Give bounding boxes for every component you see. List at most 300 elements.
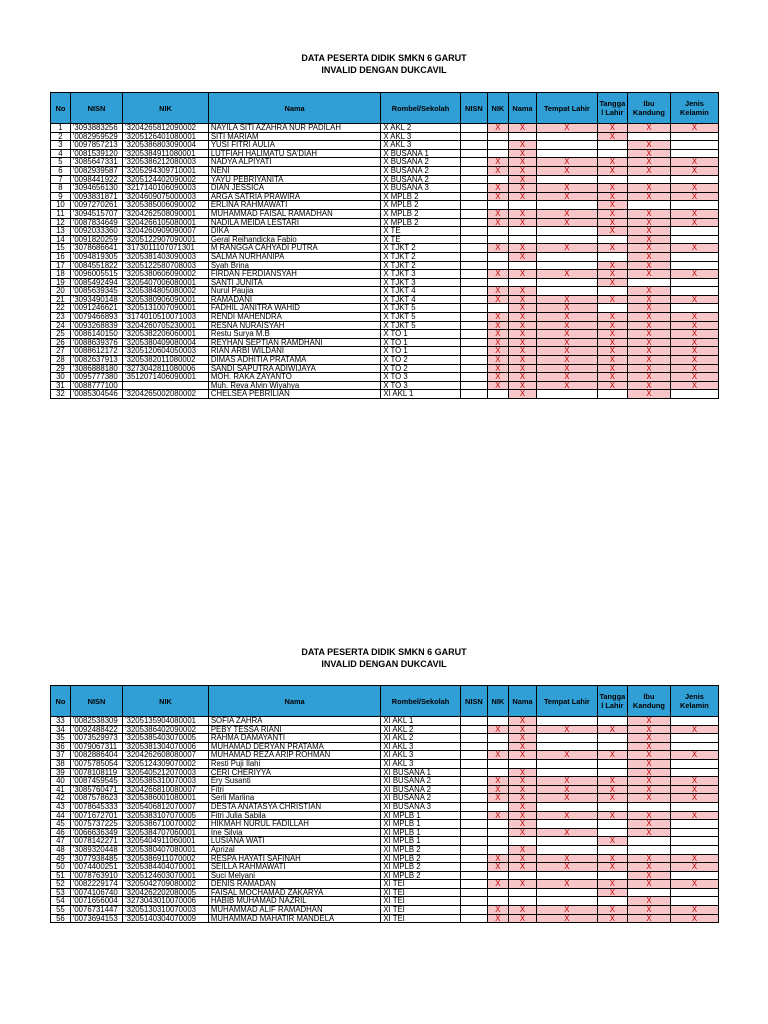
cell-flag-ibu-kandung: X (628, 244, 671, 253)
cell-flag-jenis-kelamin (670, 768, 718, 777)
table-row (51, 373, 719, 382)
cell-flag-jenis-kelamin: X (670, 356, 718, 365)
cell-flag-jenis-kelamin (670, 261, 718, 270)
cell-no: 40 (51, 777, 71, 786)
cell-flag-nik (487, 149, 508, 158)
cell-nama: NENI (208, 166, 380, 175)
cell-no: 10 (51, 201, 71, 210)
header-tanggal-lahir: Tangga l Lahir (597, 93, 627, 124)
cell-nama: M RANGGA CAHYADI PUTRA (208, 244, 380, 253)
header-jenis-kelamin: Jenis Kelamin (670, 93, 718, 124)
cell-flag-ibu-kandung: X (628, 338, 671, 347)
table-row (51, 201, 719, 210)
cell-no: 14 (51, 235, 71, 244)
cell-flag-tanggal-lahir (597, 802, 627, 811)
cell-no: 51 (51, 871, 71, 880)
cell-rombel: XI TEI (381, 897, 460, 906)
table-row (51, 244, 719, 253)
cell-no: 56 (51, 914, 71, 923)
cell-flag-ibu-kandung: X (628, 794, 671, 803)
cell-flag-tanggal-lahir: X (597, 777, 627, 786)
cell-flag-ibu-kandung: X (628, 330, 671, 339)
cell-nik: '3205124603070001 (123, 871, 209, 880)
cell-rombel: X TJKT 3 (381, 270, 460, 279)
cell-flag-nama (508, 132, 536, 141)
cell-flag-nik: X (487, 158, 508, 167)
table-body-1 (51, 124, 719, 399)
cell-flag-nik (487, 759, 508, 768)
cell-flag-tempat-lahir (537, 717, 598, 726)
cell-nama: LUSIANA WATI (208, 837, 380, 846)
cell-nik: '3273043010070006 (123, 897, 209, 906)
cell-flag-nama: X (508, 854, 536, 863)
cell-no: 43 (51, 802, 71, 811)
cell-flag-nisn (460, 854, 487, 863)
cell-rombel: XI TEI (381, 888, 460, 897)
cell-nama: Ery Susanti (208, 777, 380, 786)
cell-no: 4 (51, 149, 71, 158)
cell-rombel: XI AKL 3 (381, 759, 460, 768)
cell-no: 28 (51, 356, 71, 365)
cell-flag-ibu-kandung: X (628, 141, 671, 150)
cell-flag-tanggal-lahir: X (597, 364, 627, 373)
cell-rombel: X TO 3 (381, 373, 460, 382)
cell-no: 33 (51, 717, 71, 726)
header-ibu-kandung: Ibu Kandung (628, 93, 671, 124)
cell-no: 54 (51, 897, 71, 906)
table-row (51, 863, 719, 872)
cell-nik: '3205386803090004 (123, 141, 209, 150)
cell-nisn: '0076731447 (70, 906, 122, 915)
cell-flag-jenis-kelamin: X (670, 192, 718, 201)
cell-nisn: '0074106740 (70, 888, 122, 897)
cell-flag-nisn (460, 811, 487, 820)
cell-flag-nik: X (487, 794, 508, 803)
cell-flag-nisn (460, 149, 487, 158)
cell-flag-jenis-kelamin: X (670, 184, 718, 193)
cell-flag-nik: X (487, 914, 508, 923)
table-header-row (51, 93, 719, 124)
cell-flag-tanggal-lahir: X (597, 914, 627, 923)
cell-rombel: X TE (381, 227, 460, 236)
cell-no: 48 (51, 845, 71, 854)
cell-flag-tempat-lahir (537, 897, 598, 906)
cell-flag-nama: X (508, 742, 536, 751)
cell-rombel: X AKL 3 (381, 141, 460, 150)
cell-flag-nama: X (508, 141, 536, 150)
table-row (51, 338, 719, 347)
cell-flag-nama (508, 201, 536, 210)
cell-flag-tempat-lahir (537, 252, 598, 261)
cell-flag-tanggal-lahir (597, 734, 627, 743)
cell-flag-tanggal-lahir: X (597, 158, 627, 167)
cell-flag-nama: X (508, 158, 536, 167)
cell-nisn: '0082939587 (70, 166, 122, 175)
cell-flag-nama: X (508, 820, 536, 829)
cell-nik: '3205386911070002 (123, 854, 209, 863)
cell-flag-tanggal-lahir: X (597, 785, 627, 794)
cell-no: 36 (51, 742, 71, 751)
cell-flag-ibu-kandung: X (628, 252, 671, 261)
cell-flag-nik (487, 390, 508, 399)
cell-no: 25 (51, 330, 71, 339)
cell-flag-tanggal-lahir: X (597, 906, 627, 915)
cell-nama: DENIS RAMADAN (208, 880, 380, 889)
cell-flag-nisn (460, 820, 487, 829)
cell-flag-nama: X (508, 192, 536, 201)
cell-flag-tanggal-lahir: X (597, 278, 627, 287)
cell-flag-tempat-lahir: X (537, 184, 598, 193)
cell-nik: '3205131007090001 (123, 304, 209, 313)
cell-nama: YAYU PEBRIYANITA (208, 175, 380, 184)
cell-flag-nisn (460, 828, 487, 837)
cell-flag-nik: X (487, 244, 508, 253)
header-jenis-kelamin: Jenis Kelamin (670, 686, 718, 717)
cell-flag-jenis-kelamin: X (670, 218, 718, 227)
cell-rombel: XI MPLB 1 (381, 828, 460, 837)
cell-nik: '3205294309710001 (123, 166, 209, 175)
cell-no: 13 (51, 227, 71, 236)
cell-flag-nik: X (487, 751, 508, 760)
cell-flag-nama: X (508, 880, 536, 889)
cell-nik: '3205384707060001 (123, 828, 209, 837)
cell-flag-tanggal-lahir: X (597, 192, 627, 201)
cell-flag-tempat-lahir (537, 390, 598, 399)
cell-flag-tempat-lahir (537, 820, 598, 829)
cell-flag-nisn (460, 777, 487, 786)
cell-no: 50 (51, 863, 71, 872)
cell-flag-tempat-lahir (537, 802, 598, 811)
cell-flag-nik: X (487, 356, 508, 365)
cell-rombel: XI AKL 3 (381, 742, 460, 751)
table-row (51, 837, 719, 846)
cell-flag-tempat-lahir: X (537, 356, 598, 365)
cell-nik: '3205126401080001 (123, 132, 209, 141)
cell-rombel: X TJKT 4 (381, 295, 460, 304)
cell-flag-nama: X (508, 390, 536, 399)
cell-flag-nisn (460, 845, 487, 854)
table-row (51, 888, 719, 897)
table-row (51, 184, 719, 193)
cell-rombel: X BUSANA 1 (381, 149, 460, 158)
cell-flag-nik: X (487, 373, 508, 382)
table-row (51, 717, 719, 726)
cell-nik: '3205384805080002 (123, 287, 209, 296)
cell-flag-tanggal-lahir (597, 768, 627, 777)
cell-flag-nisn (460, 321, 487, 330)
cell-nik: '3204260705230001 (123, 321, 209, 330)
cell-flag-nama: X (508, 287, 536, 296)
cell-flag-tempat-lahir (537, 201, 598, 210)
cell-flag-nama: X (508, 356, 536, 365)
cell-flag-nisn (460, 914, 487, 923)
section-1 (0, 52, 768, 76)
cell-flag-nik: X (487, 811, 508, 820)
table-row (51, 906, 719, 915)
cell-flag-jenis-kelamin: X (670, 914, 718, 923)
cell-nisn: '3094656130 (70, 184, 122, 193)
table-row (51, 914, 719, 923)
cell-no: 20 (51, 287, 71, 296)
cell-nama: RESPA HAYATI SAFINAH (208, 854, 380, 863)
cell-rombel: XI AKL 1 (381, 717, 460, 726)
cell-flag-nisn (460, 759, 487, 768)
cell-no: 26 (51, 338, 71, 347)
cell-flag-tempat-lahir (537, 175, 598, 184)
cell-flag-jenis-kelamin: X (670, 811, 718, 820)
cell-rombel: XI BUSANA 2 (381, 785, 460, 794)
cell-nik: '3173011107071301 (123, 244, 209, 253)
cell-flag-nama: X (508, 863, 536, 872)
table-row (51, 364, 719, 373)
table-row (51, 356, 719, 365)
cell-flag-tanggal-lahir: X (597, 880, 627, 889)
cell-nama: RENDI MAHENDRA (208, 313, 380, 322)
cell-nik: '3205386710070002 (123, 820, 209, 829)
cell-flag-tanggal-lahir (597, 897, 627, 906)
cell-flag-ibu-kandung: X (628, 158, 671, 167)
cell-nik: '3205384404070001 (123, 863, 209, 872)
cell-flag-jenis-kelamin: X (670, 751, 718, 760)
cell-flag-nama: X (508, 270, 536, 279)
cell-flag-nisn (460, 785, 487, 794)
cell-nisn: '0092488422 (70, 725, 122, 734)
cell-flag-nama: X (508, 184, 536, 193)
table-row (51, 845, 719, 854)
cell-nik: '3204266105080001 (123, 218, 209, 227)
cell-flag-tempat-lahir: X (537, 725, 598, 734)
cell-nama: MUHAMAD REZA ARIP ROHMAN (208, 751, 380, 760)
cell-nisn: '0082229174 (70, 880, 122, 889)
table-row (51, 751, 719, 760)
cell-rombel: XI AKL 2 (381, 734, 460, 743)
cell-flag-nik: X (487, 785, 508, 794)
cell-flag-nama: X (508, 794, 536, 803)
cell-flag-jenis-kelamin (670, 227, 718, 236)
cell-flag-tempat-lahir: X (537, 304, 598, 313)
cell-flag-jenis-kelamin: X (670, 863, 718, 872)
cell-nisn: '0093831871 (70, 192, 122, 201)
cell-flag-nama: X (508, 811, 536, 820)
cell-flag-tanggal-lahir: X (597, 854, 627, 863)
cell-flag-nik (487, 742, 508, 751)
cell-nama: RIAN ARBI WILDANI (208, 347, 380, 356)
header-no: No (51, 686, 71, 717)
cell-nisn: '0084551822 (70, 261, 122, 270)
cell-flag-ibu-kandung: X (628, 304, 671, 313)
cell-flag-tempat-lahir: X (537, 794, 598, 803)
cell-flag-nama (508, 227, 536, 236)
cell-nama: SANDI SAPUTRA ADIWIJAYA (208, 364, 380, 373)
cell-nisn: '0086140150 (70, 330, 122, 339)
cell-flag-jenis-kelamin: X (670, 158, 718, 167)
cell-flag-ibu-kandung: X (628, 777, 671, 786)
cell-nama: MUHAMMAD ALIF RAMADHAN (208, 906, 380, 915)
cell-flag-tanggal-lahir: X (597, 313, 627, 322)
table-row (51, 828, 719, 837)
cell-nama: Nurul Paujia (208, 287, 380, 296)
cell-no: 44 (51, 811, 71, 820)
table-row (51, 880, 719, 889)
table-row (51, 278, 719, 287)
cell-nama: RAMADANI (208, 295, 380, 304)
cell-nik: '3273042811080006 (123, 364, 209, 373)
cell-nama: RAHMA DAMAYANTI (208, 734, 380, 743)
cell-flag-nisn (460, 906, 487, 915)
cell-flag-tempat-lahir: X (537, 158, 598, 167)
table-row (51, 270, 719, 279)
cell-flag-tanggal-lahir (597, 759, 627, 768)
cell-flag-ibu-kandung: X (628, 347, 671, 356)
header-nik: NIK (123, 93, 209, 124)
cell-nama: HABIB MUHAMAD NAZRIL (208, 897, 380, 906)
cell-flag-jenis-kelamin (670, 742, 718, 751)
cell-nama: MOH. RAKA ZAYANTO (208, 373, 380, 382)
table-row (51, 304, 719, 313)
cell-nisn: '0092033360 (70, 227, 122, 236)
cell-flag-jenis-kelamin (670, 845, 718, 854)
cell-flag-nik: X (487, 218, 508, 227)
cell-nama: Fitri (208, 785, 380, 794)
cell-nisn: '0082886404 (70, 751, 122, 760)
cell-rombel: X BUSANA 2 (381, 166, 460, 175)
cell-flag-nama: X (508, 734, 536, 743)
cell-flag-jenis-kelamin (670, 734, 718, 743)
cell-flag-tanggal-lahir: X (597, 794, 627, 803)
cell-flag-jenis-kelamin: X (670, 244, 718, 253)
cell-rombel: X TO 3 (381, 381, 460, 390)
cell-flag-jenis-kelamin (670, 149, 718, 158)
cell-flag-ibu-kandung: X (628, 192, 671, 201)
cell-flag-tempat-lahir (537, 261, 598, 270)
cell-flag-tempat-lahir: X (537, 270, 598, 279)
cell-flag-nik (487, 132, 508, 141)
cell-nisn: '0079466893 (70, 313, 122, 322)
cell-flag-jenis-kelamin (670, 201, 718, 210)
cell-rombel: XI BUSANA 3 (381, 802, 460, 811)
cell-flag-nama (508, 235, 536, 244)
cell-nisn: '0098441922 (70, 175, 122, 184)
cell-flag-tempat-lahir (537, 278, 598, 287)
cell-nisn: '3086888180 (70, 364, 122, 373)
cell-flag-tanggal-lahir (597, 820, 627, 829)
cell-flag-jenis-kelamin: X (670, 330, 718, 339)
cell-nik (123, 381, 209, 390)
cell-no: 35 (51, 734, 71, 743)
cell-flag-jenis-kelamin (670, 820, 718, 829)
cell-no: 1 (51, 124, 71, 133)
cell-flag-nama: X (508, 828, 536, 837)
cell-flag-jenis-kelamin: X (670, 725, 718, 734)
cell-no: 19 (51, 278, 71, 287)
cell-nama: MUHAMMAD MAHATIR MANDELA (208, 914, 380, 923)
header-nama: Nama (208, 686, 380, 717)
cell-flag-nisn (460, 132, 487, 141)
cell-flag-ibu-kandung: X (628, 897, 671, 906)
cell-flag-tanggal-lahir: X (597, 373, 627, 382)
table-body-2 (51, 717, 719, 923)
cell-flag-jenis-kelamin (670, 278, 718, 287)
cell-nama: Muh. Reva Alvin Wiyahya (208, 381, 380, 390)
table-header-row (51, 686, 719, 717)
cell-flag-jenis-kelamin: X (670, 777, 718, 786)
cell-flag-nama: X (508, 777, 536, 786)
cell-flag-nisn (460, 356, 487, 365)
cell-flag-jenis-kelamin: X (670, 364, 718, 373)
table-row (51, 854, 719, 863)
cell-no: 32 (51, 390, 71, 399)
cell-nisn: '0094819305 (70, 252, 122, 261)
cell-flag-nik: X (487, 166, 508, 175)
header-nisn: NISN (70, 686, 122, 717)
cell-flag-nama: X (508, 717, 536, 726)
cell-rombel: X BUSANA 2 (381, 158, 460, 167)
cell-no: 15 (51, 244, 71, 253)
cell-flag-nik (487, 734, 508, 743)
cell-flag-tempat-lahir: X (537, 373, 598, 382)
cell-no: 8 (51, 184, 71, 193)
cell-no: 31 (51, 381, 71, 390)
cell-flag-tempat-lahir: X (537, 914, 598, 923)
cell-flag-ibu-kandung: X (628, 811, 671, 820)
cell-nik: '3205382206060001 (123, 330, 209, 339)
cell-flag-nama: X (508, 802, 536, 811)
cell-nama: FAISAL MOCHAMAD ZAKARYA (208, 888, 380, 897)
cell-flag-nisn (460, 218, 487, 227)
cell-flag-ibu-kandung: X (628, 209, 671, 218)
cell-nik: '3205384911080001 (123, 149, 209, 158)
cell-flag-tanggal-lahir: X (597, 837, 627, 846)
cell-flag-tanggal-lahir (597, 871, 627, 880)
cell-nik: '3205380906090001 (123, 295, 209, 304)
cell-flag-tempat-lahir: X (537, 381, 598, 390)
cell-flag-tanggal-lahir (597, 175, 627, 184)
cell-flag-nama: X (508, 381, 536, 390)
cell-flag-nisn (460, 227, 487, 236)
cell-nik: '3205135904080001 (123, 717, 209, 726)
header-tempat-lahir: Tempat Lahir (537, 93, 598, 124)
cell-flag-nik (487, 261, 508, 270)
cell-flag-nisn (460, 717, 487, 726)
cell-flag-nisn (460, 270, 487, 279)
cell-rombel: XI MPLB 1 (381, 811, 460, 820)
cell-nisn: '0073694153 (70, 914, 122, 923)
cell-nisn: '0095777380 (70, 373, 122, 382)
cell-flag-nama: X (508, 906, 536, 915)
cell-flag-nisn (460, 166, 487, 175)
cell-flag-tanggal-lahir: X (597, 124, 627, 133)
cell-flag-nama (508, 888, 536, 897)
cell-flag-jenis-kelamin (670, 717, 718, 726)
cell-flag-nama: X (508, 330, 536, 339)
cell-flag-nama: X (508, 364, 536, 373)
cell-nama: SITI MARIAM (208, 132, 380, 141)
cell-flag-nisn (460, 880, 487, 889)
cell-flag-ibu-kandung: X (628, 914, 671, 923)
cell-flag-nama: X (508, 166, 536, 175)
table-row (51, 768, 719, 777)
cell-flag-nik (487, 837, 508, 846)
cell-flag-tanggal-lahir (597, 845, 627, 854)
cell-flag-tanggal-lahir: X (597, 227, 627, 236)
cell-flag-tempat-lahir: X (537, 218, 598, 227)
cell-rombel: XI MPLB 1 (381, 820, 460, 829)
cell-flag-jenis-kelamin (670, 252, 718, 261)
cell-no: 16 (51, 252, 71, 261)
cell-nisn: '0093268839 (70, 321, 122, 330)
cell-flag-nama: X (508, 347, 536, 356)
cell-flag-tempat-lahir: X (537, 347, 598, 356)
